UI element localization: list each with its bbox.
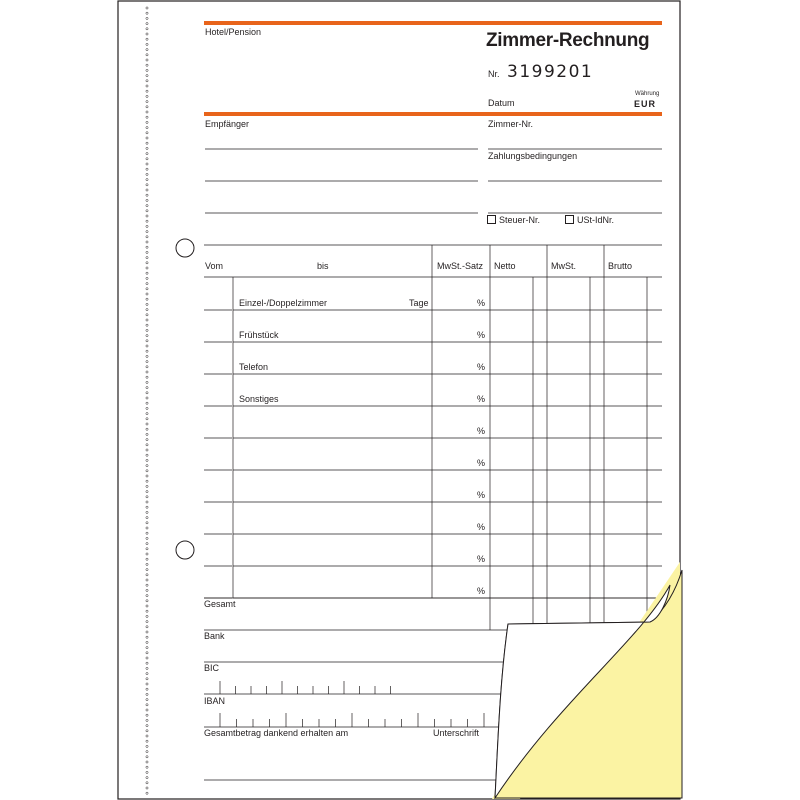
bic-label: BIC	[204, 663, 220, 673]
vat-id-checkbox[interactable]	[565, 215, 574, 224]
punch-hole-icon	[176, 239, 194, 257]
currency-label: Währung	[635, 91, 660, 97]
percent-sign: %	[477, 394, 486, 404]
punch-hole-icon	[176, 541, 194, 559]
iban-label: IBAN	[204, 696, 226, 706]
signature-label: Unterschrift	[433, 728, 480, 738]
header-net: Netto	[494, 261, 516, 271]
percent-sign: %	[477, 586, 486, 596]
percent-sign: %	[477, 362, 486, 372]
sheet-border	[118, 1, 680, 799]
percent-sign: %	[477, 458, 486, 468]
percent-sign: %	[477, 426, 486, 436]
date-label: Datum	[488, 98, 515, 108]
tax-number-checkbox[interactable]	[487, 215, 496, 224]
tax-number-label: Steuer-Nr.	[499, 215, 541, 225]
header-gross: Brutto	[608, 261, 633, 271]
received-label: Gesamtbetrag dankend erhalten am	[204, 728, 349, 738]
days-label: Tage	[409, 298, 429, 308]
bank-label: Bank	[204, 631, 225, 641]
header-from: Vom	[205, 261, 224, 271]
item-label: Telefon	[239, 362, 269, 372]
payment-terms-label: Zahlungsbedingungen	[488, 151, 578, 161]
hotel-label: Hotel/Pension	[205, 27, 262, 37]
room-number-label: Zimmer-Nr.	[488, 119, 533, 129]
nr-label: Nr.	[488, 69, 500, 79]
item-label: Einzel-/Doppelzimmer	[239, 298, 328, 308]
item-label: Frühstück	[239, 330, 279, 340]
percent-sign: %	[477, 298, 486, 308]
document-title: Zimmer-Rechnung	[486, 30, 650, 51]
percent-sign: %	[477, 522, 486, 532]
header-to: bis	[317, 261, 329, 271]
header-vat-rate: MwSt.-Satz	[437, 261, 484, 271]
header-vat: MwSt.	[551, 261, 577, 271]
total-label: Gesamt	[204, 599, 236, 609]
item-label: Sonstiges	[239, 394, 279, 404]
currency-value: EUR	[634, 99, 657, 109]
invoice-number: 3199201	[507, 62, 594, 82]
accent-bar-middle	[204, 112, 662, 116]
recipient-label: Empfänger	[205, 119, 250, 129]
percent-sign: %	[477, 554, 486, 564]
percent-sign: %	[477, 330, 486, 340]
percent-sign: %	[477, 490, 486, 500]
vat-id-label: USt-IdNr.	[577, 215, 615, 225]
accent-bar-top	[204, 21, 662, 25]
